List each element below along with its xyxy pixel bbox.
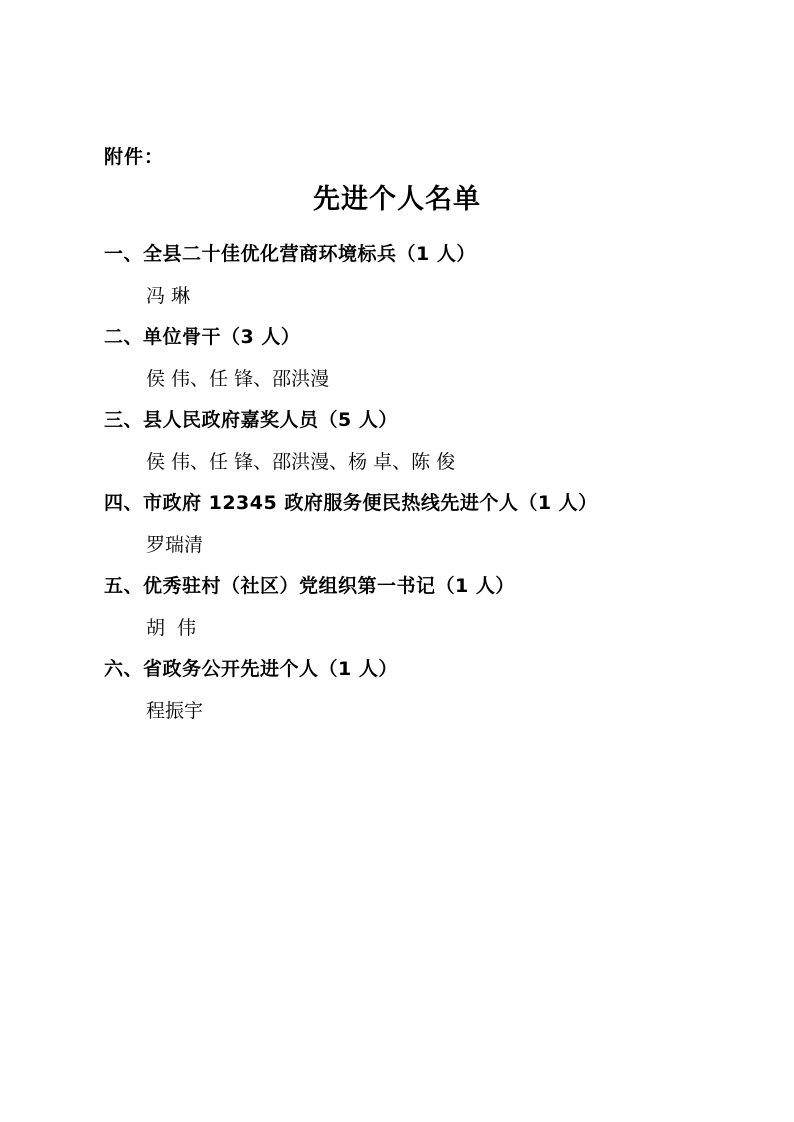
section-2: [104, 323, 764, 393]
attachment-label: 附件：: [104, 146, 165, 168]
section-heading: 三、县人民政府嘉奖人员（5 人）: [104, 409, 398, 431]
section-heading: 六、省政务公开先进个人（1 人）: [104, 658, 398, 680]
section-4: [104, 489, 764, 559]
section-heading: 一、全县二十佳优化营商环境标兵（1 人）: [104, 243, 476, 265]
section-names: 冯 琳: [146, 285, 191, 307]
section-3: [104, 406, 764, 476]
section-6: [104, 655, 764, 725]
section-names: 侯 伟、任 锋、邵洪漫: [146, 368, 330, 390]
section-names: 侯 伟、任 锋、邵洪漫、杨 卓、陈 俊: [146, 451, 456, 473]
section-1: [104, 240, 764, 310]
section-heading: 四、市政府 12345 政府服务便民热线先进个人（1 人）: [104, 492, 598, 514]
section-names: 罗瑞清: [146, 534, 204, 556]
section-names: 胡 伟: [146, 617, 197, 639]
section-names: 程振宇: [146, 700, 204, 722]
section-heading: 二、单位骨干（3 人）: [104, 326, 301, 348]
page-title: 先进个人名单: [313, 184, 481, 215]
section-heading: 五、优秀驻村（社区）党组织第一书记（1 人）: [104, 575, 515, 597]
section-5: [104, 572, 764, 642]
